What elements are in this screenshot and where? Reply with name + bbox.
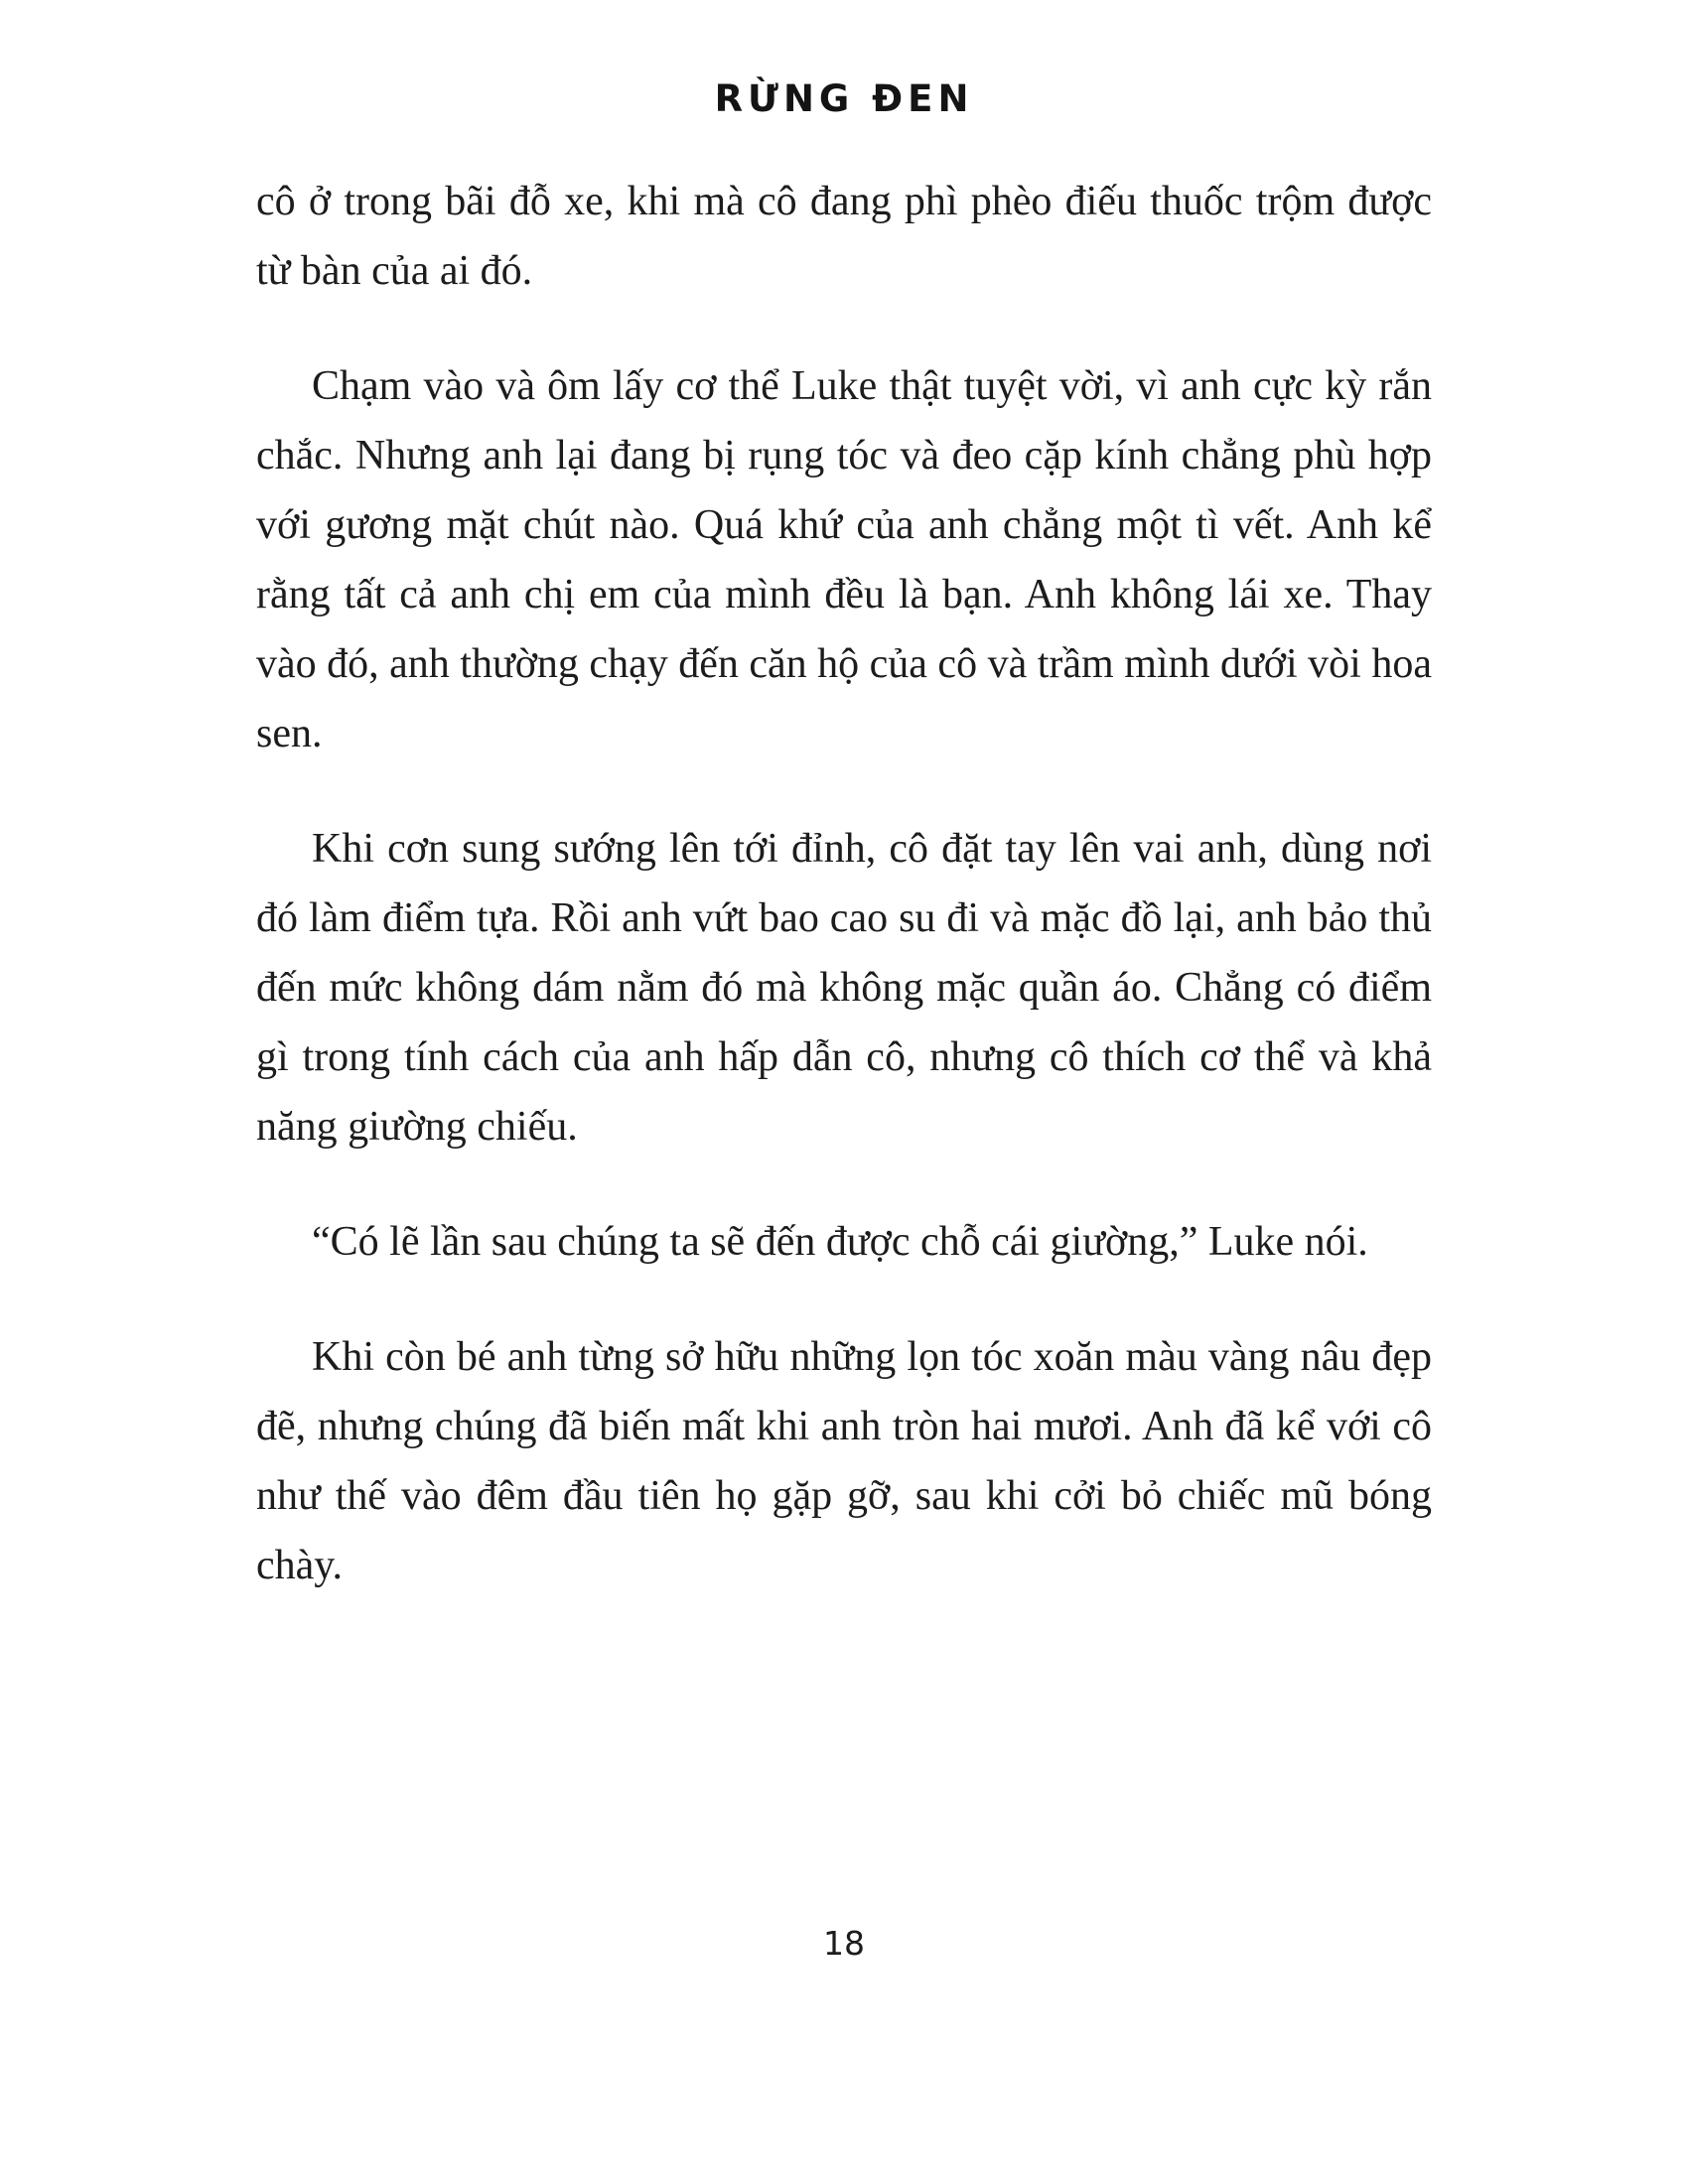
paragraph: “Có lẽ lần sau chúng ta sẽ đến được chỗ cái giường,” Luke nói. xyxy=(312,1219,1368,1265)
book-title: RỪNG ĐEN xyxy=(714,77,974,120)
paragraph: Khi cơn sung sướng lên tới đỉnh, cô đặt tay lên vai anh, dùng nơi đó làm điểm tựa. Rồi anh vứt bao cao su đi và mặc đồ lại, anh bảo thủ đến mức không dám nằm đó mà không mặc quần áo. Chẳng có điểm gì trong tính cách của anh hấp dẫn cô, nhưng cô thích cơ thể và khả năng giường chiếu. xyxy=(256,826,1432,1150)
paragraph: Khi còn bé anh từng sở hữu những lọn tóc xoăn màu vàng nâu đẹp đẽ, nhưng chúng đã biến mất khi anh tròn hai mươi. Anh đã kể với cô như thế vào đêm đầu tiên họ gặp gỡ, sau khi cởi bỏ chiếc mũ bóng chày. xyxy=(256,1334,1432,1588)
paragraph: cô ở trong bãi đỗ xe, khi mà cô đang phì phèo điếu thuốc trộm được từ bàn của ai đó. xyxy=(256,179,1432,294)
page-footer xyxy=(0,1924,1688,1963)
running-header xyxy=(0,77,1688,120)
body-text xyxy=(256,167,1432,1646)
paragraph: Chạm vào và ôm lấy cơ thể Luke thật tuyệt vời, vì anh cực kỳ rắn chắc. Nhưng anh lại đang bị rụng tóc và đeo cặp kính chẳng phù hợp với gương mặt chút nào. Quá khứ của anh chẳng một tì vết. Anh kể rằng tất cả anh chị em của mình đều là bạn. Anh không lái xe. Thay vào đó, anh thường chạy đến căn hộ của cô và trầm mình dưới vòi hoa sen. xyxy=(256,363,1432,756)
page-number: 18 xyxy=(823,1924,865,1963)
